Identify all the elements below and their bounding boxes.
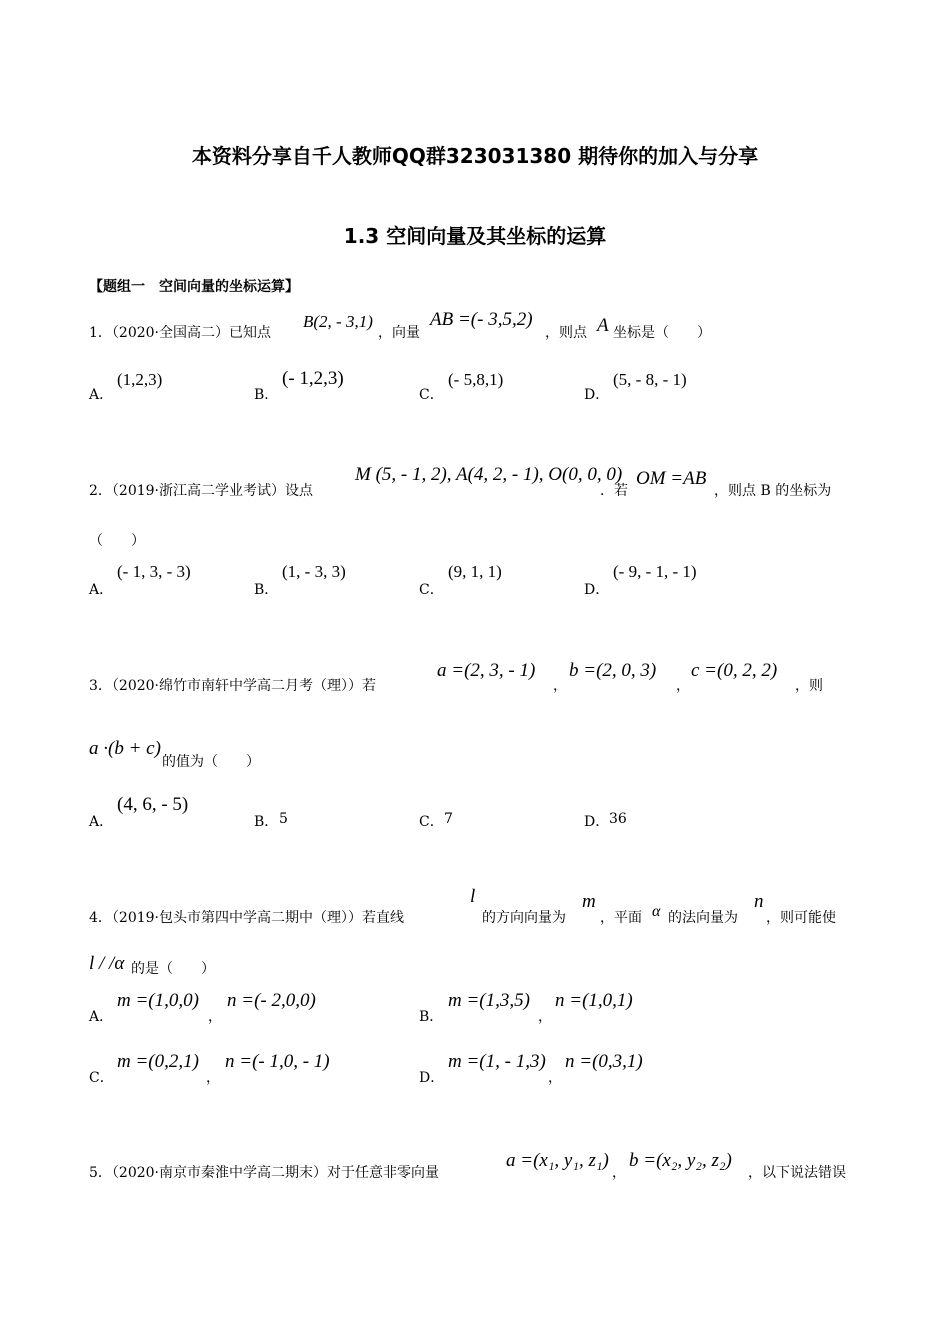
q5-math-a: a =(x₁, y₁, z₁) [506,1150,609,1171]
q2-paren: （ ） [89,533,145,549]
q3-stem-suffix: ，则 [795,678,823,694]
q3-math-c: c =(0, 2, 2) [691,660,778,681]
q1-option-b-letter: B． [254,387,279,403]
q2-option-c-value: (9, 1, 1) [448,562,502,581]
q3-option-a-letter: A． [89,814,114,830]
q2-option-c-letter: C． [419,582,444,598]
q4-option-c-letter: C． [89,1070,114,1086]
q3-option-d-letter: D． [584,814,610,830]
q4-option-a-n: n =(- 2,0,0) [227,990,316,1011]
q1-option-c-value: (- 5,8,1) [448,370,504,389]
q4-math-parallel: l / /α [89,953,125,974]
group-title: 【题组一 空间向量的坐标运算】 [89,279,299,295]
q4-sep2: ，平面 [600,910,642,926]
q4-line2-suffix: 的是（ ） [131,961,215,977]
q4-option-a-m: m =(1,0,0) [117,990,199,1011]
q2-sep1: ．若 [600,483,628,499]
q4-option-d-sep: ， [548,1070,562,1086]
q1-math-a: A [597,315,609,336]
q2-math-eq: OM =AB [636,468,707,489]
q3-sep2: ， [676,678,690,694]
q2-math-points: M (5, - 1, 2), A(4, 2, - 1), O(0, 0, 0) [355,464,623,485]
q4-option-d-n: n =(0,3,1) [565,1051,643,1072]
q1-option-d-letter: D． [584,387,610,403]
q3-option-c-value: 7 [444,811,453,827]
q5-math-b: b =(x₂, y₂, z₂) [629,1150,732,1171]
q2-option-a-value: (- 1, 3, - 3) [117,562,191,581]
q3-option-b-letter: B． [254,814,279,830]
q3-option-b-value: 5 [279,811,288,827]
q4-math-alpha: α [652,903,661,920]
q1-sep2: ，则点 [545,325,587,341]
q4-option-a-sep: ， [208,1009,222,1025]
doc-title: 1.3 空间向量及其坐标的运算 [343,224,607,248]
q3-stem-prefix: 3．（2020·绵竹市南轩中学高二月考（理））若 [89,678,376,694]
q3-math-expr: a ·(b + c) [89,738,161,759]
q4-stem-suffix: ，则可能使 [766,910,836,926]
q2-option-b-letter: B． [254,582,279,598]
q2-option-d-value: (- 9, - 1, - 1) [613,562,697,581]
q3-sep1: ， [553,678,567,694]
q1-stem-suffix: 坐标是（ ） [613,325,711,341]
share-notice: 本资料分享自千人教师QQ群323031380 期待你的加入与分享 [191,144,759,168]
q3-math-a: a =(2, 3, - 1) [437,660,536,681]
q2-stem-prefix: 2．（2019·浙江高二学业考试）设点 [89,483,313,499]
q4-stem-prefix: 4．（2019·包头市第四中学高二期中（理））若直线 [89,910,404,926]
q3-line2-suffix: 的值为（ ） [162,754,260,770]
q4-option-b-letter: B． [419,1009,444,1025]
q2-option-d-letter: D． [584,582,610,598]
q1-option-b-value: (- 1,2,3) [282,368,344,389]
q4-option-b-n: n =(1,0,1) [555,990,633,1011]
q3-option-a-value: (4, 6, - 5) [117,794,189,815]
q5-stem-suffix: ，以下说法错误 [748,1165,846,1181]
q1-option-d-value: (5, - 8, - 1) [613,370,687,389]
q4-sep1: 的方向向量为 [482,910,566,926]
q4-option-c-m: m =(0,2,1) [117,1051,199,1072]
q3-option-d-value: 36 [609,811,627,827]
q4-option-c-n: n =(- 1,0, - 1) [225,1051,330,1072]
q5-stem-prefix: 5．（2020·南京市秦淮中学高二期末）对于任意非零向量 [89,1165,439,1181]
q1-stem-prefix: 1．（2020·全国高二）已知点 [89,325,271,341]
q1-sep1: ，向量 [378,325,420,341]
q4-option-d-m: m =(1, - 1,3) [448,1051,546,1072]
q4-option-b-sep: ， [538,1009,552,1025]
q4-sep3: 的法向量为 [668,910,738,926]
q4-option-d-letter: D． [419,1070,445,1086]
q5-sep1: ， [612,1165,626,1181]
q3-option-c-letter: C． [419,814,444,830]
q2-option-b-value: (1, - 3, 3) [282,562,346,581]
q1-math-ab: AB =(- 3,5,2) [430,309,533,330]
q4-math-n: n [754,891,764,912]
q2-option-a-letter: A． [89,582,114,598]
q1-option-a-letter: A． [89,387,114,403]
q2-stem-suffix: ，则点 B 的坐标为 [714,483,832,499]
q4-option-a-letter: A． [89,1009,114,1025]
q1-math-b: B(2, - 3,1) [303,312,373,331]
q4-math-m: m [582,891,596,912]
q4-math-l: l [470,886,476,907]
q4-option-b-m: m =(1,3,5) [448,990,530,1011]
q4-option-c-sep: ， [206,1070,220,1086]
q3-math-b: b =(2, 0, 3) [569,660,657,681]
q1-option-a-value: (1,2,3) [117,370,163,389]
q1-option-c-letter: C． [419,387,444,403]
